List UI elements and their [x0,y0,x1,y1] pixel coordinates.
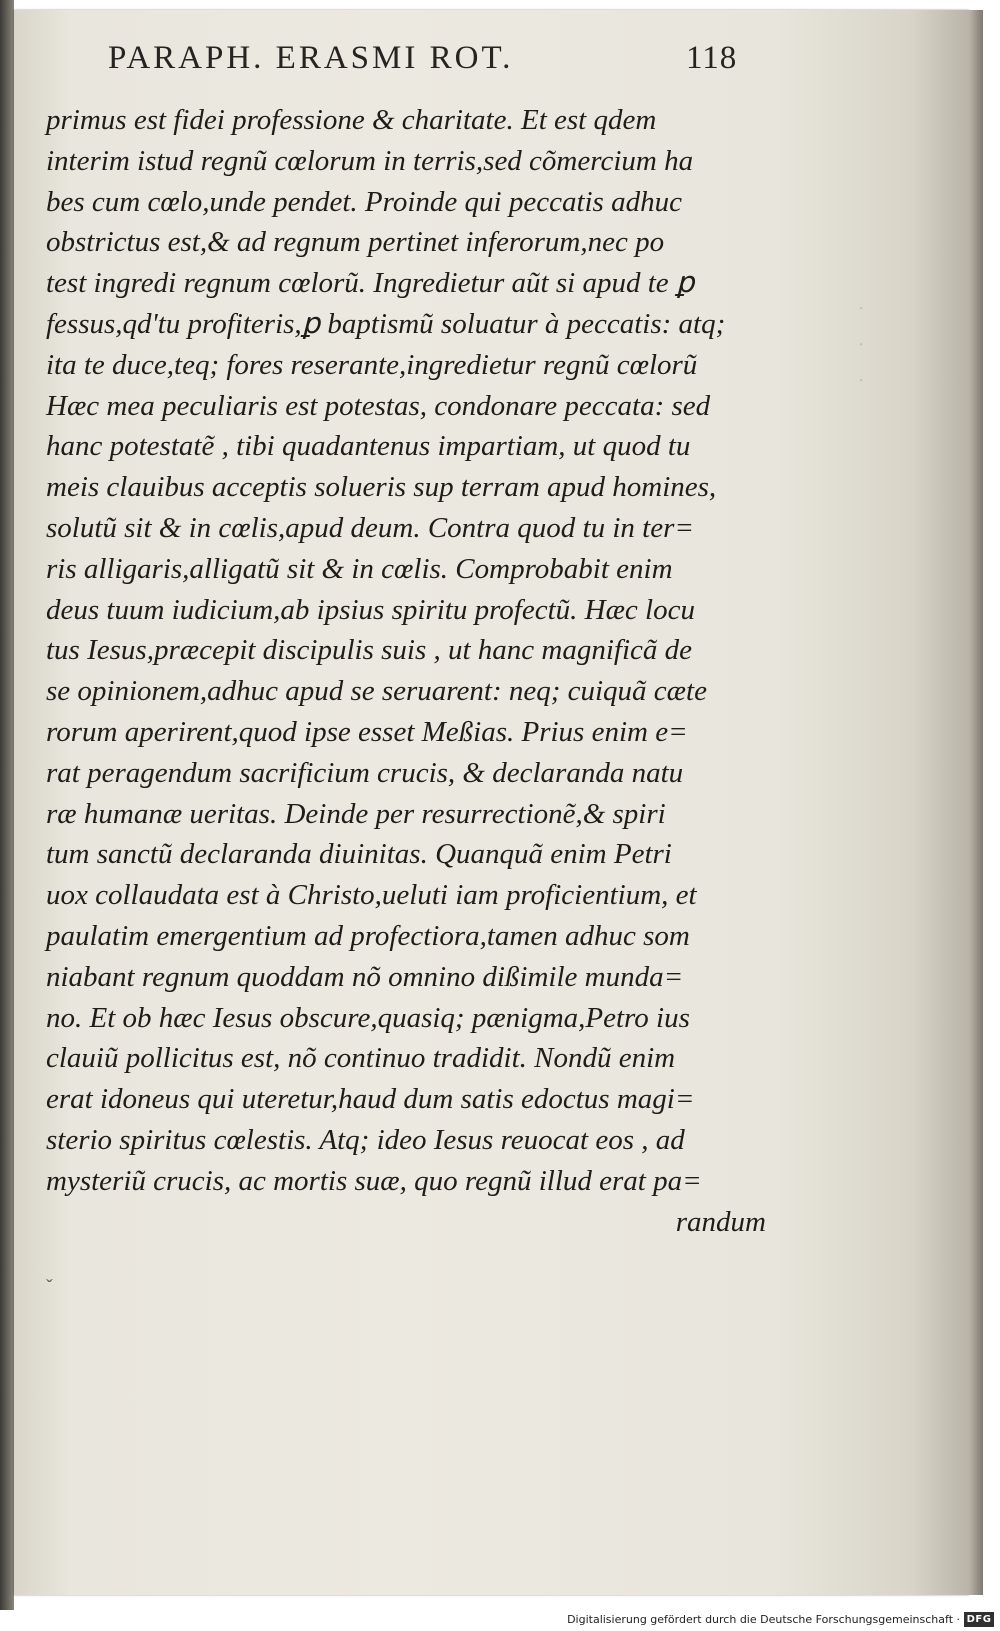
text-line: se opinionem,adhuc apud se seruarent: neq; cuiquã cæte [46,675,707,708]
text-line: rorum aperirent,quod ipse esset Meßias. Prius enim e= [46,715,688,748]
text-line: paulatim emergentium ad profectiora,tamen adhuc som [46,919,690,952]
text-line: uox collaudata est à Christo,ueluti iam proficientium, et [46,879,697,912]
text-line: ita te duce,teq; fores reserante,ingredietur regnũ cœlorũ [46,348,698,381]
ink-mark: ˇ [46,1276,53,1298]
running-title: PARAPH. ERASMI ROT. [108,40,514,76]
running-header [108,40,768,90]
body-text-block [46,100,766,1242]
dfg-logo: DFG [964,1612,994,1627]
text-line: ris alligaris,alligatũ sit & in cœlis. Comprobabit enim [46,552,673,585]
text-line: tus Iesus,præcepit discipulis suis , ut hanc magnificã de [46,634,693,667]
show-through-marks: · · · [858,296,865,392]
text-line: clauiũ pollicitus est, nõ continuo tradidit. Nondũ enim [46,1042,676,1075]
text-line: solutũ sit & in cœlis,apud deum. Contra quod tu in ter= [46,511,694,544]
text-line: rat peragendum sacrificium crucis, & declaranda natu [46,756,684,789]
text-line: deus tuum iudicium,ab ipsius spiritu profectũ. Hæc locu [46,593,695,626]
funding-credit: Digitalisierung gefördert durch die Deutsche Forschungsgemeinschaft · [567,1613,960,1626]
text-line: tum sanctũ declaranda diuinitas. Quanquã enim Petri [46,838,672,871]
digitization-footer [0,1610,1000,1631]
binding-shadow [0,0,14,1631]
text-line: sterio spiritus cœlestis. Atq; ideo Iesus reuocat eos , ad [46,1123,685,1156]
text-line: meis clauibus acceptis solueris sup terram apud homines, [46,471,717,504]
text-line: ræ humanæ ueritas. Deinde per resurrectionẽ,& spiri [46,797,666,830]
text-line: mysteriũ crucis, ac mortis suæ, quo regnũ illud erat pa= [46,1164,702,1197]
text-line: interim istud regnũ cœlorum in terris,sed cõmercium ha [46,144,694,177]
text-line: niabant regnum quoddam nõ omnino dißimile munda= [46,960,684,993]
catchword: randum [675,1205,766,1238]
text-line: test ingredi regnum cœlorũ. Ingredietur aũt si apud te ꝑ [46,267,695,300]
text-line: Hæc mea peculiaris est potestas, condonare peccata: sed [46,389,711,422]
text-line: erat idoneus qui uteretur,haud dum satis edoctus magi= [46,1083,695,1116]
folio-number: 118 [686,40,738,76]
text-line: primus est fidei professione & charitate. Et est qdem [46,104,657,136]
text-line: fessus,qd'tu profiteris,ꝑ baptismũ soluatur à peccatis: atq; [46,307,726,340]
text-line: bes cum cœlo,unde pendet. Proinde qui peccatis adhuc [46,185,682,218]
text-line: obstrictus est,& ad regnum pertinet inferorum,nec po [46,226,665,259]
text-line: hanc potestatẽ , tibi quadantenus impartiam, ut quod tu [46,430,691,463]
page-edge [969,10,983,1595]
text-line: no. Et ob hæc Iesus obscure,quasiq; pænigma,Petro ius [46,1001,690,1034]
